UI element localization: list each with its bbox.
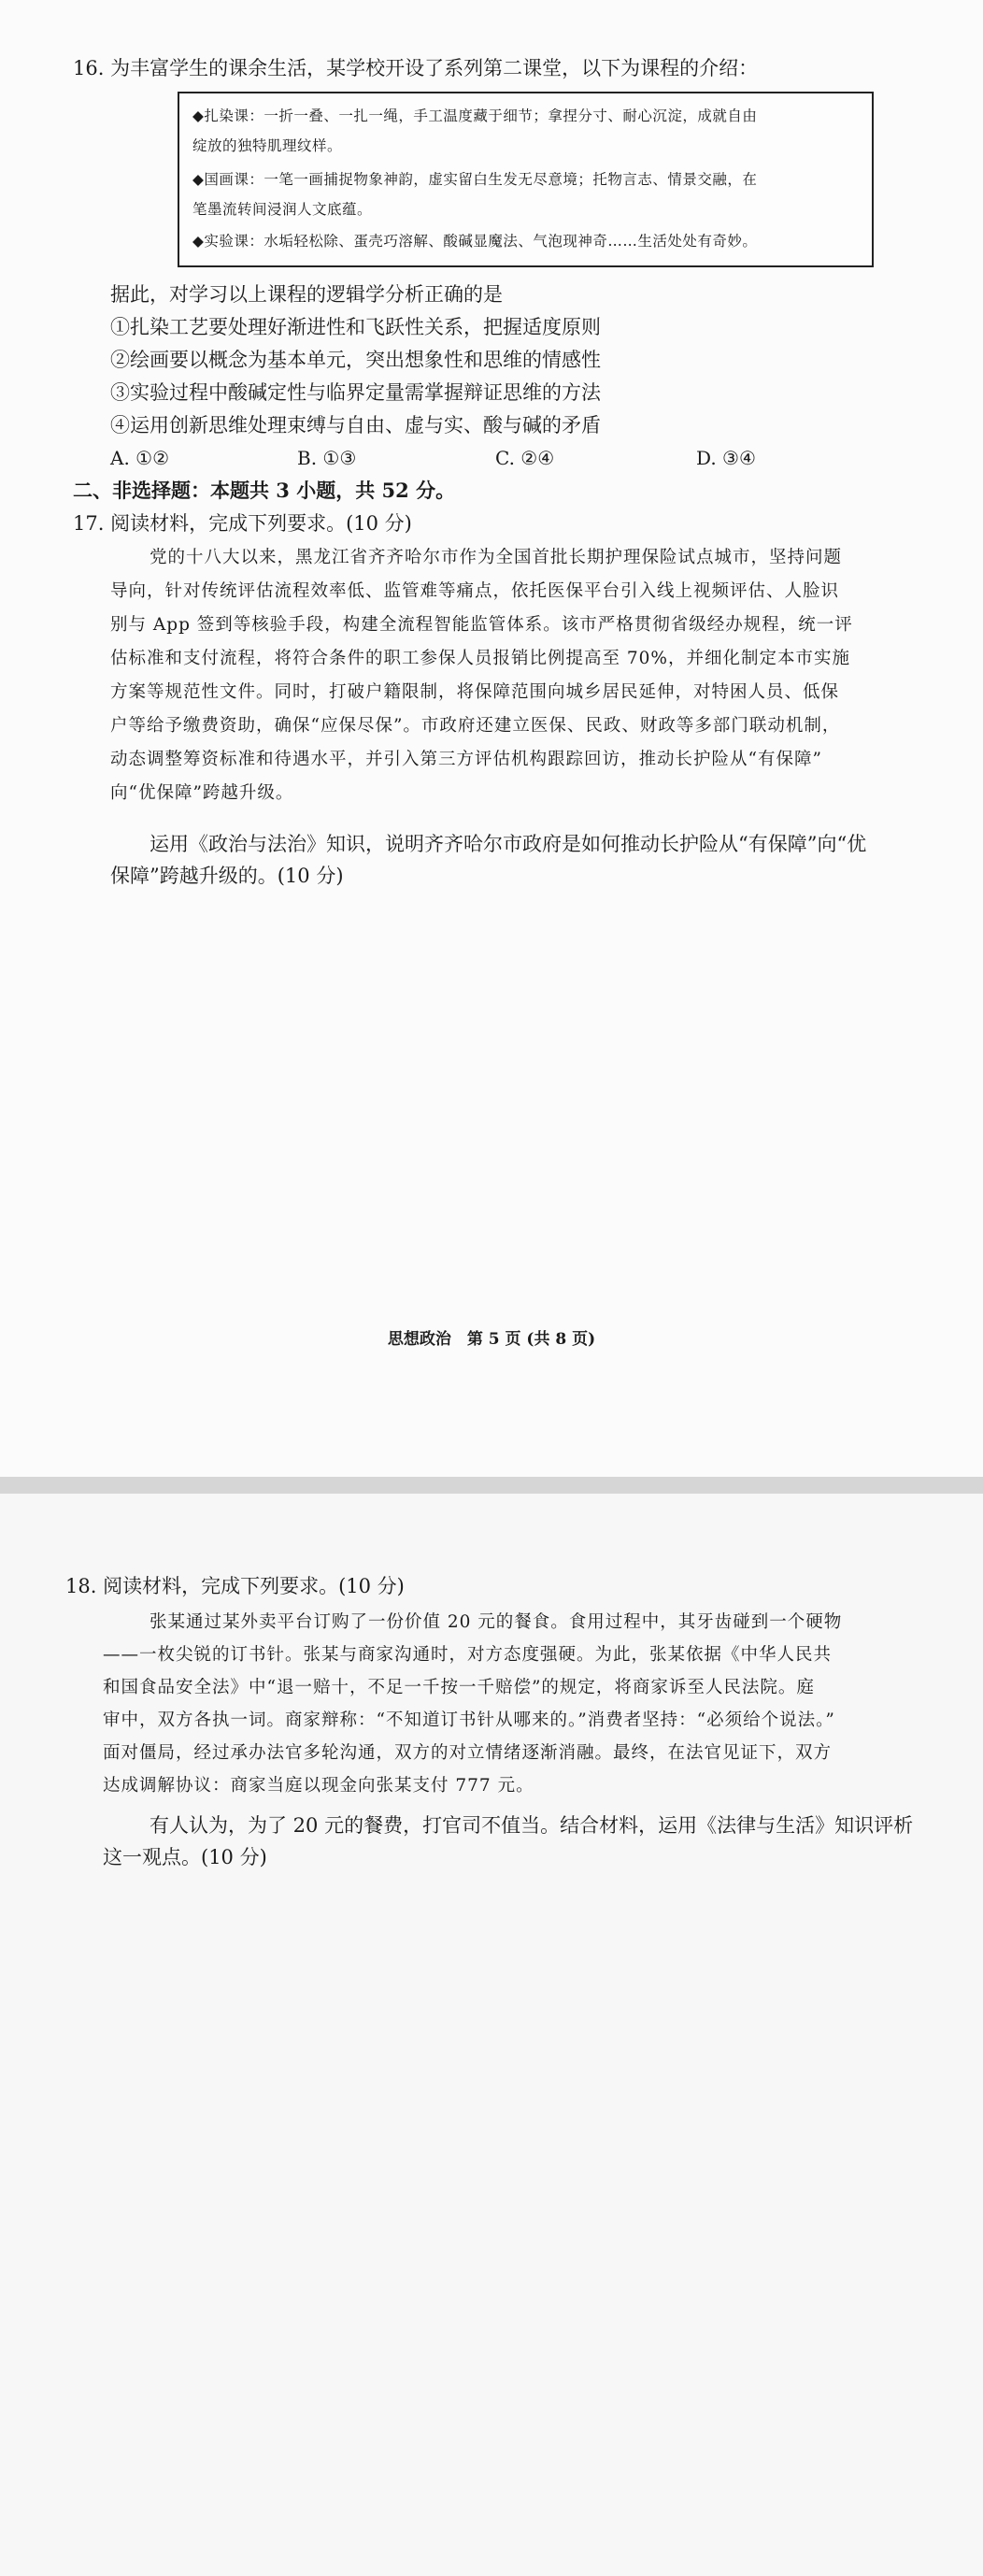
q16-option-d: D. ③④ xyxy=(696,447,756,469)
q18-material-line: 审中，双方各执一词。商家辩称：“不知道订书针从哪来的。”消费者坚持：“必须给个说法。” xyxy=(103,1710,835,1730)
page-divider xyxy=(0,1477,983,1494)
q17-stem: 17. 阅读材料，完成下列要求。(10 分) xyxy=(73,512,412,535)
box-line-1: ◆扎染课：一折一叠、一扎一绳，手工温度藏于细节；拿捏分寸、耐心沉淀，成就自由 xyxy=(192,107,758,124)
box-line-3: ◆国画课：一笔一画捕捉物象神韵，虚实留白生发无尽意境；托物言志、情景交融，在 xyxy=(192,171,758,188)
q18-material-line: 张某通过某外卖平台订购了一份价值 20 元的餐食。食用过程中，其牙齿碰到一个硬物 xyxy=(150,1612,843,1632)
q16-stem: 16. 为丰富学生的课余生活，某学校开设了系列第二课堂，以下为课程的介绍： xyxy=(73,57,759,79)
q16-course-intro-box xyxy=(178,92,874,267)
q16-option-b: B. ①③ xyxy=(297,447,357,469)
q18-material-line: 达成调解协议：商家当庭以现金向张某支付 777 元。 xyxy=(103,1776,534,1796)
q18-stem: 18. 阅读材料，完成下列要求。(10 分) xyxy=(65,1575,405,1597)
q17-material-line: 方案等规范性文件。同时，打破户籍限制，将保障范围向城乡居民延伸，对特困人员、低保 xyxy=(110,682,840,702)
q17-material-line: 别与 App 签到等核验手段，构建全流程智能监管体系。该市严格贯彻省级经办规程，统一评 xyxy=(110,615,853,635)
q16-option-c: C. ②④ xyxy=(495,447,555,469)
page-footer: 思想政治 第 5 页 (共 8 页) xyxy=(387,1330,596,1349)
q17-material-line: 党的十八大以来，黑龙江省齐齐哈尔市作为全国首批长期护理保险试点城市，坚持问题 xyxy=(150,548,843,567)
q16-statement-4: ④运用创新思维处理束缚与自由、虚与实、酸与碱的矛盾 xyxy=(110,414,601,436)
q16-statement-3: ③实验过程中酸碱定性与临界定量需掌握辩证思维的方法 xyxy=(110,381,601,404)
exam-page-6 xyxy=(0,1494,983,2576)
q18-question-line: 有人认为，为了 20 元的餐费，打官司不值当。结合材料，运用《法律与生活》知识评析 xyxy=(150,1814,914,1837)
q18-material-line: 面对僵局，经过承办法官多轮沟通，双方的对立情绪逐渐消融。最终，在法官见证下，双方 xyxy=(103,1743,833,1763)
q16-statement-2: ②绘画要以概念为基本单元，突出想象性和思维的情感性 xyxy=(110,349,601,371)
q18-question-line: 这一观点。(10 分) xyxy=(103,1846,267,1868)
q17-material-line: 估标准和支付流程，将符合条件的职工参保人员报销比例提高至 70%，并细化制定本市实施 xyxy=(110,649,851,668)
q17-question-line: 保障”跨越升级的。(10 分) xyxy=(110,865,344,887)
q17-question-line: 运用《政治与法治》知识，说明齐齐哈尔市政府是如何推动长护险从“有保障”向“优 xyxy=(150,833,867,855)
box-line-2: 绽放的独特肌理纹样。 xyxy=(192,137,343,154)
q16-prompt: 据此，对学习以上课程的逻辑学分析正确的是 xyxy=(110,283,503,306)
q17-material-line: 户等给予缴费资助，确保“应保尽保”。市政府还建立医保、民政、财政等多部门联动机制， xyxy=(110,716,841,736)
q17-material-line: 向“优保障”跨越升级。 xyxy=(110,783,294,803)
section-2-heading: 二、非选择题：本题共 3 小题，共 52 分。 xyxy=(73,479,456,502)
q16-statement-1: ①扎染工艺要处理好渐进性和飞跃性关系，把握适度原则 xyxy=(110,316,601,338)
q16-option-a: A. ①② xyxy=(110,447,170,469)
q18-material-line: ——一枚尖锐的订书针。张某与商家沟通时，对方态度强硬。为此，张某依据《中华人民共 xyxy=(103,1645,833,1665)
q18-material-line: 和国食品安全法》中“退一赔十，不足一千按一千赔偿”的规定，将商家诉至人民法院。庭 xyxy=(103,1678,815,1697)
q17-material-line: 导向，针对传统评估流程效率低、监管难等痛点，依托医保平台引入线上视频评估、人脸识 xyxy=(110,581,840,601)
box-line-5: ◆实验课：水垢轻松除、蛋壳巧溶解、酸碱显魔法、气泡现神奇……生活处处有奇妙。 xyxy=(192,233,758,250)
q17-material-line: 动态调整筹资标准和待遇水平，并引入第三方评估机构跟踪回访，推动长护险从“有保障” xyxy=(110,750,822,769)
box-line-4: 笔墨流转间浸润人文底蕴。 xyxy=(192,201,373,218)
